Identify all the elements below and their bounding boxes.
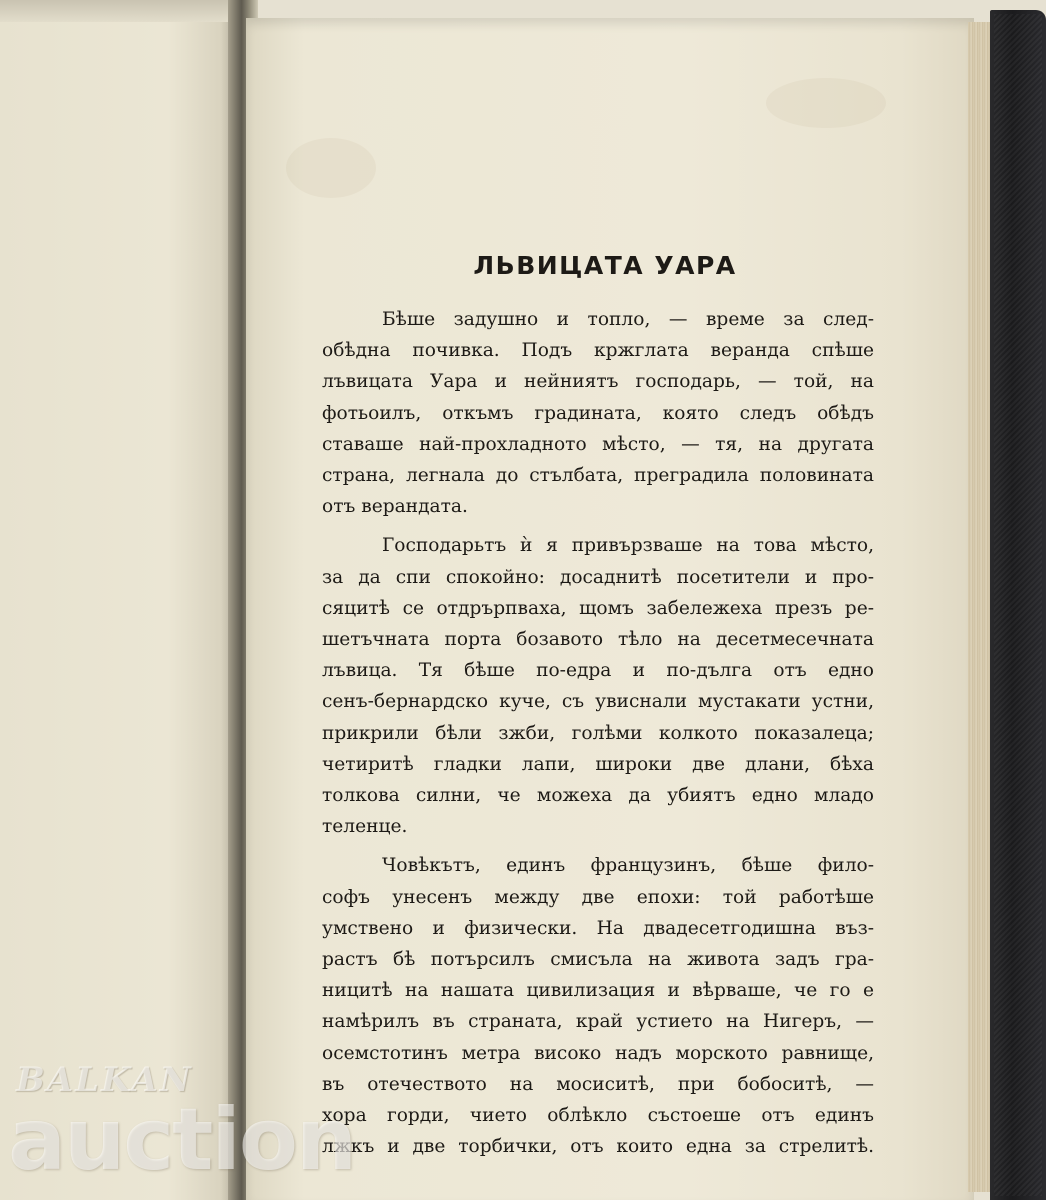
text-line: толкова силни, че можеха да убиятъ едно младо	[322, 785, 874, 807]
text-line: лжкъ и две торбички, отъ които една за стрелитѣ.	[322, 1136, 874, 1158]
text-line: умствено и физически. На двадесетгодишна въз-	[322, 917, 874, 939]
paper-stain	[766, 78, 886, 128]
text-line: фотьоилъ, откъмъ градината, която следъ обѣдъ	[322, 402, 874, 424]
text-line: Човѣкътъ, единъ французинъ, бѣше фило-	[382, 855, 874, 877]
text-line: ставаше най-прохладното мѣсто, — тя, на другата	[322, 433, 874, 455]
text-line: въ отечеството на мосиситѣ, при бобоситѣ, —	[322, 1073, 874, 1095]
text-line: Господарьтъ ѝ я привързваше на това мѣсто,	[382, 535, 874, 557]
text-line: лъвица. Тя бѣше по-едра и по-дълга отъ едно	[322, 660, 874, 682]
paragraph-1	[322, 304, 874, 522]
text-line: намѣрилъ въ страната, край устието на Нигеръ, —	[322, 1011, 874, 1033]
chapter-title: ЛЬВИЦАТА УАРА	[473, 251, 737, 280]
text-line: страна, легнала до стълбата, преградила половината	[322, 465, 874, 487]
text-line: ницитѣ на нашата цивилизация и вѣрваше, че го е	[322, 980, 874, 1002]
text-line: софъ унесенъ между две епохи: той работѣше	[322, 886, 874, 908]
text-line: шетъчната порта бозавото тѣло на десетмесечната	[322, 629, 874, 651]
left-page	[0, 0, 240, 1200]
text-line: осемстотинъ метра високо надъ морското равнище,	[322, 1042, 874, 1064]
text-line: хора горди, чието облѣкло състоеше отъ единъ	[322, 1105, 874, 1127]
text-line: лъвицата Уара и нейниятъ господарь, — той, на	[322, 371, 874, 393]
text-line: сенъ-бернардско куче, съ увиснали мустакати устни,	[322, 691, 874, 713]
text-line: четиритѣ гладки лапи, широки две длани, бѣха	[322, 753, 874, 775]
paragraph-2	[322, 530, 874, 842]
left-page-top-edge	[0, 0, 240, 22]
cover-texture	[994, 14, 1042, 1196]
text-line: теленце.	[322, 816, 408, 838]
text-line: Бѣше задушно и топло, — време за след-	[382, 309, 874, 330]
watermark-small-text: BALKAN	[16, 1060, 193, 1100]
text-line: растъ бѣ потърсилъ смисъла на живота задъ гра-	[322, 949, 874, 971]
text-line: сяцитѣ се отдрърпваха, щомъ забележеха презъ ре-	[322, 597, 874, 619]
page-text	[322, 250, 874, 1170]
paragraph-3	[322, 850, 874, 1162]
text-line: обѣдна почивка. Подъ кржглата веранда спѣше	[322, 340, 874, 362]
paper-stain	[286, 138, 376, 198]
text-line: за да спи спокойно: досаднитѣ посетители и про-	[322, 566, 874, 588]
text-line: прикрили бѣли зжби, голѣми колкото показалеца;	[322, 722, 874, 744]
watermark-big-text: auction	[8, 1090, 356, 1190]
text-line: отъ верандата.	[322, 496, 468, 518]
